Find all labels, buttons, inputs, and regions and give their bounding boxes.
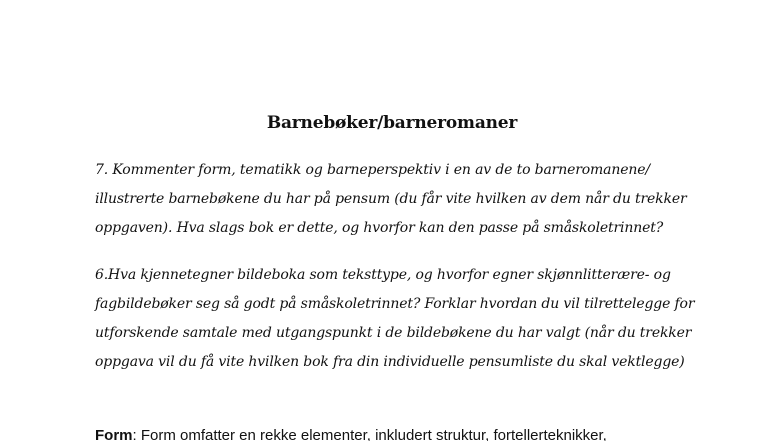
form-note-text: : Form omfatter en rekke elementer, inkludert struktur, fortellerteknikker, (132, 427, 607, 441)
question-6-line: 6.Hva kjennetegner bildeboka som teksttype, og hvorfor egner skjønnlitterære- og (95, 267, 671, 283)
question-6-line: oppgava vil du få vite hvilken bok fra din individuelle pensumliste du skal vektlegge) (95, 354, 685, 370)
form-note (95, 425, 607, 441)
question-6-line: fagbildebøker seg så godt på småskoletrinnet? Forklar hvordan du vil tilrettelegge for (95, 296, 695, 312)
question-6-line: utforskende samtale med utgangspunkt i de bildebøkene du har valgt (når du trekker (95, 325, 692, 341)
form-note-label: Form (95, 427, 133, 441)
document-title: Barnebøker/barneromaner (266, 113, 518, 133)
question-7-line: oppgaven). Hva slags bok er dette, og hvorfor kan den passe på småskoletrinnet? (95, 220, 664, 236)
question-7-line: illustrerte barnebøkene du har på pensum (du får vite hvilken av dem når du trekker (95, 191, 687, 207)
question-7-line: 7. Kommenter form, tematikk og barneperspektiv i en av de to barneromanene/ (95, 162, 650, 178)
question-7 (95, 156, 715, 243)
question-6 (95, 261, 715, 377)
